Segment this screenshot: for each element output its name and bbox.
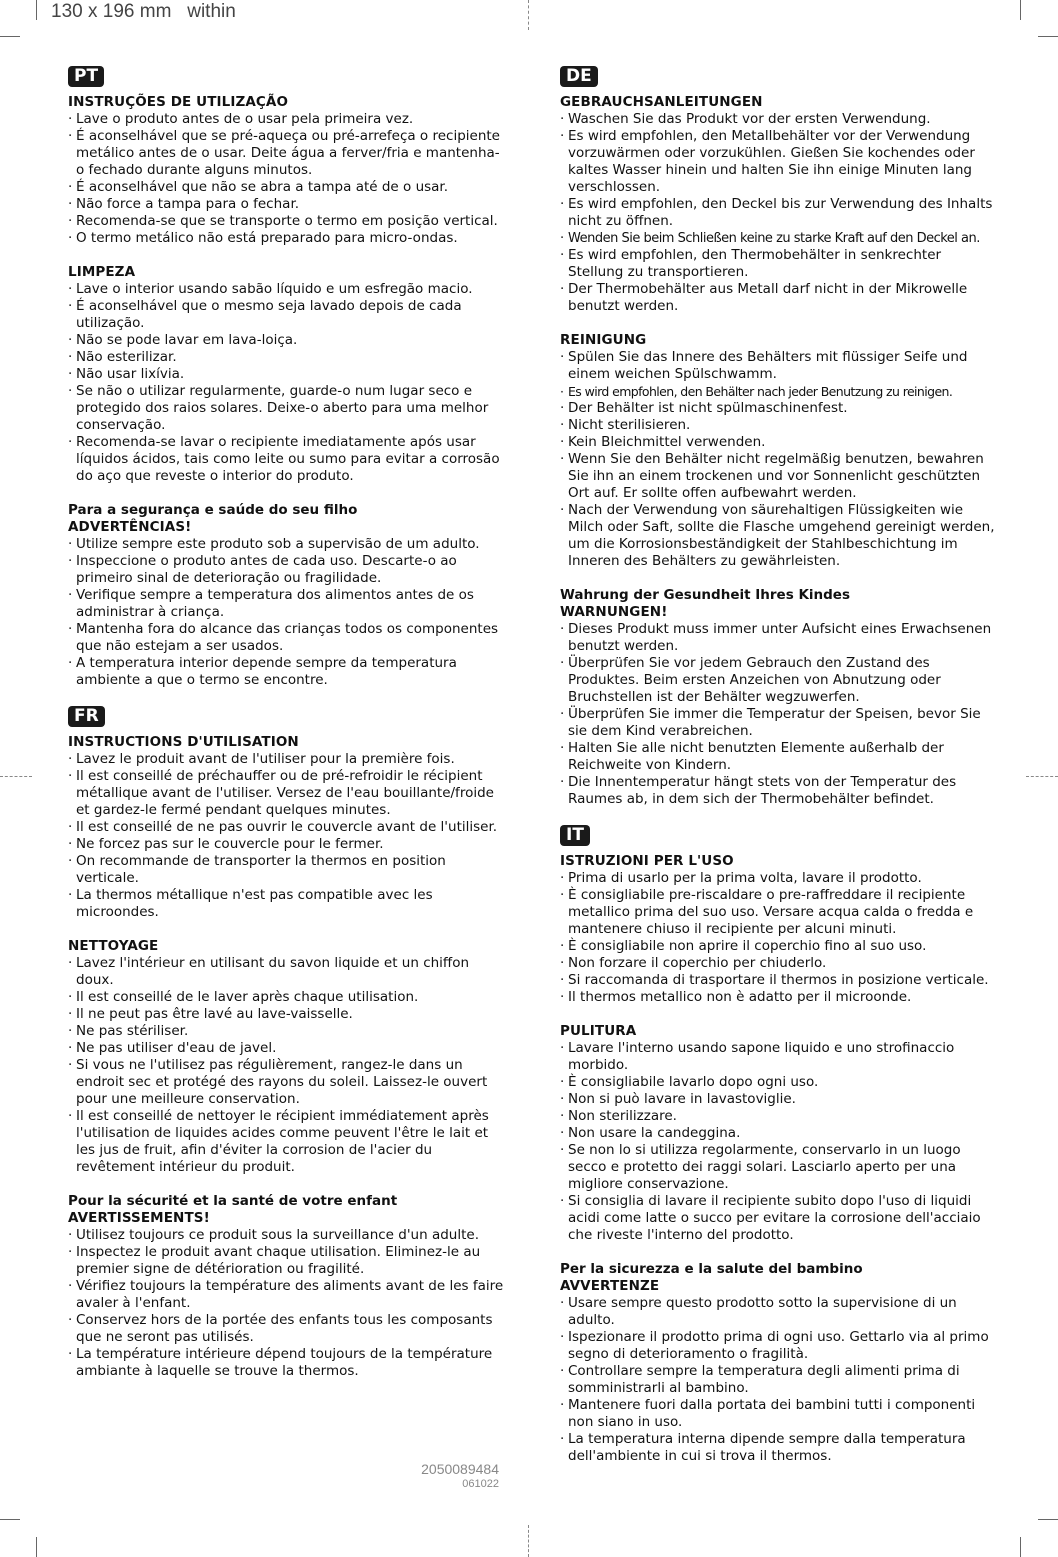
list-item: · Utilize sempre este produto sob a supervisão de um adulto. xyxy=(68,536,508,553)
list-item: · Conservez hors de la portée des enfants tous les composants que ne seront pas utilisés. xyxy=(68,1312,508,1346)
list-item: · Utilisez toujours ce produit sous la surveillance d'un adulte. xyxy=(68,1227,508,1244)
crop-mark xyxy=(1020,1537,1021,1557)
list-item: · La temperatura interna dipende sempre dalla temperatura dell'ambiente in cui si trova il thermos. xyxy=(560,1431,1000,1465)
list-item: · Ne pas stériliser. xyxy=(68,1023,508,1040)
list-item: · Vérifiez toujours la température des aliments avant de les faire avaler à l'enfant. xyxy=(68,1278,508,1312)
lang-badge-pt: PT xyxy=(68,66,104,87)
crop-mark xyxy=(0,1519,20,1520)
fr-instructions xyxy=(68,734,508,921)
list-item: · Lave o interior usando sabão líquido e um esfregão macio. xyxy=(68,281,508,298)
crop-mark xyxy=(36,1537,37,1557)
section-subheading: Per la sicurezza e la salute del bambino xyxy=(560,1261,863,1277)
fold-mark xyxy=(528,0,529,30)
list-item: · Prima di usarlo per la prima volta, lavare il prodotto. xyxy=(560,870,1000,887)
list-item: · Il est conseillé de préchauffer ou de pré-refroidir le récipient métallique avant de l'utiliser. Versez de l'eau bouillante/froide et gardez-le fermé pendant quelques minutes. xyxy=(68,768,508,819)
list-item: · Mantenere fuori dalla portata dei bambini tutti i componenti non siano in uso. xyxy=(560,1397,1000,1431)
fr-safety xyxy=(68,1193,508,1380)
list-item: · Il est conseillé de ne pas ouvrir le couvercle avant de l'utiliser. xyxy=(68,819,508,836)
list-item: · Kein Bleichmittel verwenden. xyxy=(560,434,1000,451)
section-subheading: Pour la sécurité et la santé de votre enfant xyxy=(68,1193,398,1209)
section-heading: AVVERTENZE xyxy=(560,1278,660,1294)
list-item: · Il est conseillé de nettoyer le récipient immédiatement après l'utilisation de liquides acides comme peuvent l'être le lait et les jus de fruit, afin d'éviter la corrosion de l'acier du revêtement intérieur du produit. xyxy=(68,1108,508,1176)
list-item: · Il thermos metallico non è adatto per il microonde. xyxy=(560,989,1000,1006)
section-heading: PULITURA xyxy=(560,1023,637,1039)
list-item: · Der Thermobehälter aus Metall darf nicht in der Mikrowelle benutzt werden. xyxy=(560,281,1000,315)
list-item: · Dieses Produkt muss immer unter Aufsicht eines Erwachsenen benutzt werden. xyxy=(560,621,1000,655)
product-code: 2050089484 xyxy=(421,1461,499,1477)
list-item: · Il est conseillé de le laver après chaque utilisation. xyxy=(68,989,508,1006)
list-item: · Ne pas utiliser d'eau de javel. xyxy=(68,1040,508,1057)
left-column xyxy=(68,66,508,1397)
list-item: · Wenden Sie beim Schließen keine zu starke Kraft auf den Deckel an. xyxy=(560,230,1000,247)
list-item: · Lavare l'interno usando sapone liquido e uno strofinaccio morbido. xyxy=(560,1040,1000,1074)
lang-block-it xyxy=(560,825,1000,1465)
de-instructions xyxy=(560,94,1000,315)
list-item: · Waschen Sie das Produkt vor der ersten Verwendung. xyxy=(560,111,1000,128)
size-label: 130 x 196 mm within xyxy=(51,1,236,22)
list-item: · Lave o produto antes de o usar pela primeira vez. xyxy=(68,111,508,128)
lang-badge-it: IT xyxy=(560,825,590,846)
list-item: · Mantenha fora do alcance das crianças todos os componentes que não estejam a ser usados. xyxy=(68,621,508,655)
list-item: · Überprüfen Sie vor jedem Gebrauch den Zustand des Produktes. Beim ersten Anzeichen von Abnutzung oder Bruchstellen ist der Behälter wegzuwerfen. xyxy=(560,655,1000,706)
list-item: · On recommande de transporter la thermos en position verticale. xyxy=(68,853,508,887)
list-item: · Nicht sterilisieren. xyxy=(560,417,1000,434)
list-item: · È consigliabile non aprire il coperchio fino al suo uso. xyxy=(560,938,1000,955)
list-item: · Non sterilizzare. xyxy=(560,1108,1000,1125)
list-item: · È consigliabile lavarlo dopo ogni uso. xyxy=(560,1074,1000,1091)
list-item: · Não esterilizar. xyxy=(68,349,508,366)
section-heading: INSTRUÇÕES DE UTILIZAÇÃO xyxy=(68,94,289,110)
list-item: · Halten Sie alle nicht benutzten Elemente außerhalb der Reichweite von Kindern. xyxy=(560,740,1000,774)
de-cleaning xyxy=(560,332,1000,570)
right-column xyxy=(560,66,1000,1482)
list-item: · Si raccomanda di trasportare il thermos in posizione verticale. xyxy=(560,972,1000,989)
list-item: · Spülen Sie das Innere des Behälters mit flüssiger Seife und einem weichen Spülschwamm. xyxy=(560,349,1000,383)
list-item: · Il ne peut pas être lavé au lave-vaisselle. xyxy=(68,1006,508,1023)
section-heading: REINIGUNG xyxy=(560,332,647,348)
list-item: · Não se pode lavar em lava-loiça. xyxy=(68,332,508,349)
section-heading: GEBRAUCHSANLEITUNGEN xyxy=(560,94,763,110)
fold-mark xyxy=(1026,776,1058,777)
list-item: · Non usare la candeggina. xyxy=(560,1125,1000,1142)
section-heading: INSTRUCTIONS D'UTILISATION xyxy=(68,734,299,750)
list-item: · Usare sempre questo prodotto sotto la supervisione di un adulto. xyxy=(560,1295,1000,1329)
list-item: · A temperatura interior depende sempre da temperatura ambiente a que o termo se encontre. xyxy=(68,655,508,689)
lang-badge-de: DE xyxy=(560,66,598,87)
list-item: · Si consiglia di lavare il recipiente subito dopo l'uso di liquidi acidi come latte o succo per evitare la corrosione dell'acciaio che riveste l'interno del prodotto. xyxy=(560,1193,1000,1244)
lang-block-pt xyxy=(68,66,508,689)
list-item: · Se non lo si utilizza regolarmente, conservarlo in un luogo secco e protetto dei raggi solari. Lasciarlo aperto per una migliore conservazione. xyxy=(560,1142,1000,1193)
it-safety xyxy=(560,1261,1000,1465)
list-item: · Recomenda-se que se transporte o termo em posição vertical. xyxy=(68,213,508,230)
list-item: · Es wird empfohlen, den Behälter nach jeder Benutzung zu reinigen. xyxy=(560,383,1000,400)
list-item: · La thermos métallique n'est pas compatible avec les microondes. xyxy=(68,887,508,921)
crop-mark xyxy=(1038,36,1058,37)
crop-mark xyxy=(1038,1519,1058,1520)
it-cleaning xyxy=(560,1023,1000,1244)
list-item: · Não force a tampa para o fechar. xyxy=(68,196,508,213)
list-item: · È consigliabile pre-riscaldare o pre-raffreddare il recipiente metallico prima del suo uso. Versare acqua calda o fredda e mantenere chiuso il recipiente per alcuni minuti. xyxy=(560,887,1000,938)
de-safety xyxy=(560,587,1000,808)
list-item: · Es wird empfohlen, den Thermobehälter in senkrechter Stellung zu transportieren. xyxy=(560,247,1000,281)
list-item: · Der Behälter ist nicht spülmaschinenfest. xyxy=(560,400,1000,417)
section-heading: WARNUNGEN! xyxy=(560,604,668,620)
list-item: · Inspeccione o produto antes de cada uso. Descarte-o ao primeiro sinal de deterioração ou fragilidade. xyxy=(68,553,508,587)
section-heading: ISTRUZIONI PER L'USO xyxy=(560,853,734,869)
list-item: · Überprüfen Sie immer die Temperatur der Speisen, bevor Sie sie dem Kind verabreichen. xyxy=(560,706,1000,740)
fold-mark xyxy=(528,1525,529,1557)
list-item: · Recomenda-se lavar o recipiente imediatamente após usar líquidos ácidos, tais como leite ou sumo para evitar a corrosão do aço que reveste o interior do produto. xyxy=(68,434,508,485)
list-item: · É aconselhável que não se abra a tampa até de o usar. xyxy=(68,179,508,196)
list-item: · Se não o utilizar regularmente, guarde-o num lugar seco e protegido dos raios solares. Deixe-o aberto para uma melhor conservação. xyxy=(68,383,508,434)
list-item: · Die Innentemperatur hängt stets von der Temperatur des Raumes ab, in dem sich der Thermobehälter befindet. xyxy=(560,774,1000,808)
crop-mark xyxy=(0,36,20,37)
list-item: · Não usar lixívia. xyxy=(68,366,508,383)
fold-mark xyxy=(0,776,32,777)
section-heading: NETTOYAGE xyxy=(68,938,159,954)
list-item: · O termo metálico não está preparado para micro-ondas. xyxy=(68,230,508,247)
date-code: 061022 xyxy=(462,1478,499,1490)
list-item: · Non si può lavare in lavastoviglie. xyxy=(560,1091,1000,1108)
crop-mark xyxy=(36,0,37,20)
section-heading: AVERTISSEMENTS! xyxy=(68,1210,210,1226)
lang-block-de xyxy=(560,66,1000,808)
list-item: · É aconselhável que o mesmo seja lavado depois de cada utilização. xyxy=(68,298,508,332)
list-item: · Controllare sempre la temperatura degli alimenti prima di somministrarli al bambino. xyxy=(560,1363,1000,1397)
list-item: · Ispezionare il prodotto prima di ogni uso. Gettarlo via al primo segno di deterioramento o fragilità. xyxy=(560,1329,1000,1363)
it-instructions xyxy=(560,853,1000,1006)
list-item: · Es wird empfohlen, den Deckel bis zur Verwendung des Inhalts nicht zu öffnen. xyxy=(560,196,1000,230)
section-heading: LIMPEZA xyxy=(68,264,136,280)
section-subheading: Wahrung der Gesundheit Ihres Kindes xyxy=(560,587,850,603)
list-item: · Inspectez le produit avant chaque utilisation. Eliminez-le au premier signe de détérioration ou fragilité. xyxy=(68,1244,508,1278)
lang-badge-fr: FR xyxy=(68,706,105,727)
list-item: · Wenn Sie den Behälter nicht regelmäßig benutzen, bewahren Sie ihn an einem trockenen und vor Sonnenlicht geschützten Ort auf. Er sollte offen aufbewahrt werden. xyxy=(560,451,1000,502)
list-item: · Si vous ne l'utilisez pas régulièrement, rangez-le dans un endroit sec et protégé des rayons du soleil. Laissez-le ouvert pour une meilleure conservation. xyxy=(68,1057,508,1108)
list-item: · Lavez l'intérieur en utilisant du savon liquide et un chiffon doux. xyxy=(68,955,508,989)
list-item: · Lavez le produit avant de l'utiliser pour la première fois. xyxy=(68,751,508,768)
fr-cleaning xyxy=(68,938,508,1176)
crop-mark xyxy=(1020,0,1021,20)
list-item: · Ne forcez pas sur le couvercle pour le fermer. xyxy=(68,836,508,853)
list-item: · Es wird empfohlen, den Metallbehälter vor der Verwendung vorzuwärmen oder vorzukühlen. Gießen Sie kochendes oder kaltes Wasser hinein und halten Sie ihn einige Minuten lang verschlossen. xyxy=(560,128,1000,196)
list-item: · Verifique sempre a temperatura dos alimentos antes de os administrar à criança. xyxy=(68,587,508,621)
pt-cleaning xyxy=(68,264,508,485)
lang-block-fr xyxy=(68,706,508,1380)
list-item: · Non forzare il coperchio per chiuderlo. xyxy=(560,955,1000,972)
list-item: · É aconselhável que se pré-aqueça ou pré-arrefeça o recipiente metálico antes de o usar. Deite água a ferver/fria e mantenha-o fechado durante alguns minutos. xyxy=(68,128,508,179)
list-item: · La température intérieure dépend toujours de la température ambiante à laquelle se trouve la thermos. xyxy=(68,1346,508,1380)
pt-instructions xyxy=(68,94,508,247)
section-heading: ADVERTÊNCIAS! xyxy=(68,519,192,535)
pt-safety xyxy=(68,502,508,689)
section-subheading: Para a segurança e saúde do seu filho xyxy=(68,502,358,518)
list-item: · Nach der Verwendung von säurehaltigen Flüssigkeiten wie Milch oder Saft, sollte die Flasche umgehend gereinigt werden, um die Korrosionsbeständigkeit der Stahlbeschichtung im Inneren des Behälters zu gewährleisten. xyxy=(560,502,1000,570)
